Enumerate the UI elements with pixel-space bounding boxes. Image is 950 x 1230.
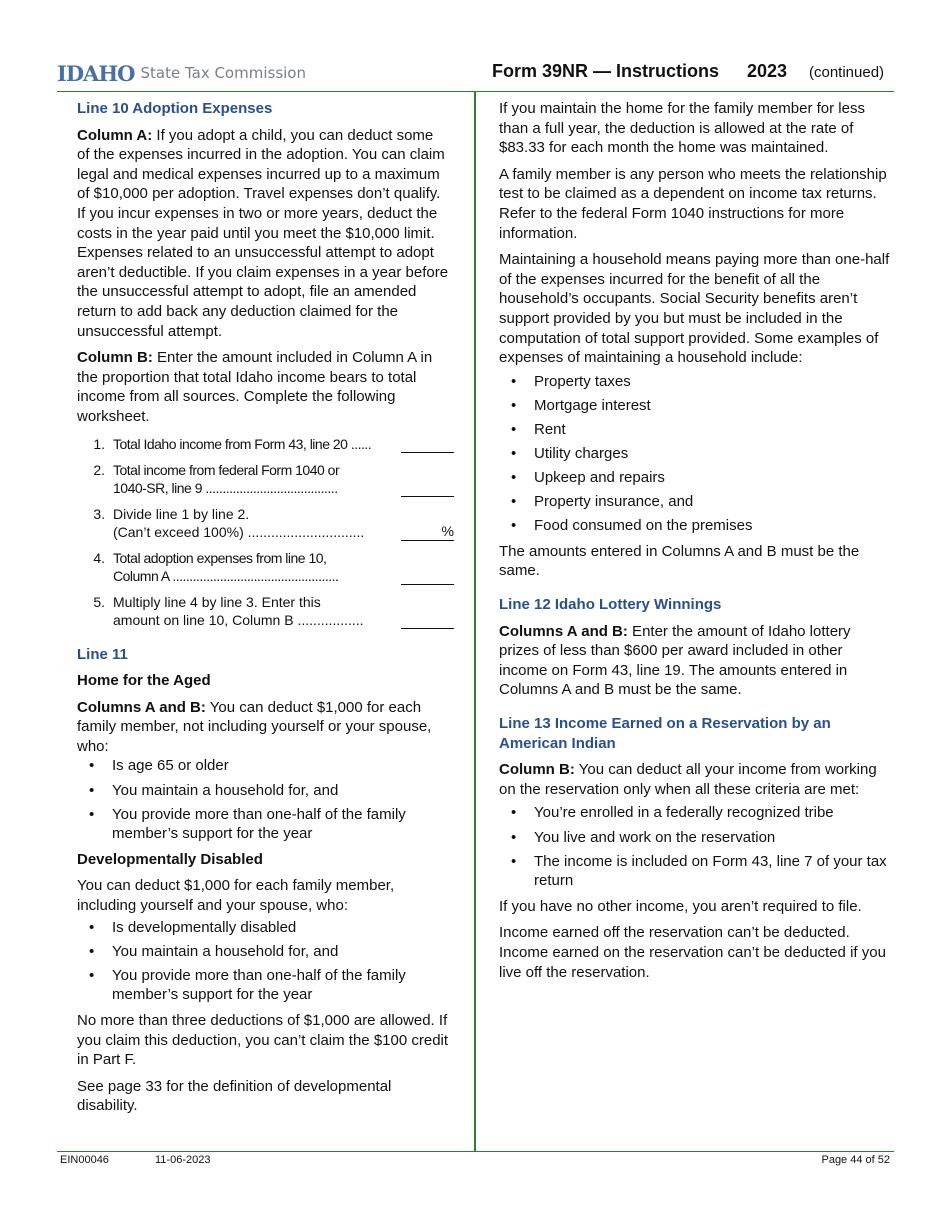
right-column — [499, 99, 891, 989]
columns-ab-label: Columns A and B: — [499, 622, 628, 640]
left-column — [77, 99, 454, 1123]
column-divider — [474, 92, 476, 1151]
worksheet-label-line: Divide line 1 by line 2. — [113, 505, 250, 522]
aged-description: You can deduct $1,000 for each family member, not including yourself or your spouse, who: — [77, 698, 432, 755]
list-item: • You provide more than one-half of the family member’s support for the year — [77, 805, 449, 844]
worksheet-entry-line[interactable] — [401, 566, 454, 585]
line13-heading: Line 13 Income Earned on a Reservation by an American Indian — [499, 715, 831, 752]
list-item: • Property insurance, and — [499, 492, 891, 512]
line13-text — [499, 760, 891, 799]
worksheet-row-label — [113, 505, 395, 541]
list-item: • You live and work on the reservation — [499, 828, 891, 848]
columns-ab-label: Columns A and B: — [77, 698, 206, 716]
worksheet-row-number: 3. — [93, 505, 105, 522]
line10-column-b — [77, 348, 449, 426]
see-page-text: See page 33 for the definition of developmental disability. — [77, 1077, 392, 1115]
worksheet-row-label — [113, 593, 395, 629]
list-item: • Is age 65 or older — [77, 756, 449, 776]
footer-rule — [57, 1151, 894, 1152]
reservation-description: You can deduct all your income from working on the reservation only when all these criteria are met: — [499, 761, 877, 798]
form-title: Form 39NR — Instructions — [492, 61, 720, 81]
list-item: • Rent — [499, 420, 891, 440]
idaho-logo — [57, 62, 306, 84]
household-expenses-list — [499, 372, 891, 536]
page-header — [57, 60, 892, 88]
developmentally-disabled-text: You can deduct $1,000 for each family member, including yourself and your spouse, who: — [77, 877, 395, 915]
worksheet-row — [77, 435, 449, 453]
list-item: • Upkeep and repairs — [499, 468, 891, 488]
developmentally-disabled-heading: Developmentally Disabled — [77, 850, 263, 868]
no-other-income-text: If you have no other income, you aren’t required to file. — [499, 897, 862, 915]
list-item: • Mortgage interest — [499, 396, 891, 416]
list-item: • You’re enrolled in a federally recognized tribe — [499, 803, 891, 823]
list-item: • Food consumed on the premises — [499, 516, 891, 536]
list-item: • You maintain a household for, and — [77, 942, 449, 962]
continued-label: (continued) — [809, 64, 885, 81]
list-item: • Property taxes — [499, 372, 891, 392]
percent-sign: % — [441, 522, 454, 539]
aged-criteria-list — [77, 756, 449, 843]
line10-column-a — [77, 126, 449, 342]
household-definition: Maintaining a household means paying more than one-half of the expenses incurred for the benefit of all the household’s occupants. Social Security benefits aren’t support provided by you but must be included in the computation of total support provided. Some examples of expenses of maintaining a household include: — [499, 251, 890, 367]
list-item: • You maintain a household for, and — [77, 781, 449, 801]
worksheet-label-line: Total adoption expenses from line 10, — [113, 549, 327, 566]
worksheet-label-line: amount on line 10, Column B ................. — [113, 611, 364, 628]
document-code: EIN00046 — [60, 1154, 109, 1166]
logo-text: State Tax Commission — [140, 64, 306, 82]
worksheet-row-number: 2. — [93, 461, 105, 478]
worksheet-row-number: 5. — [93, 593, 105, 610]
column-a-label: Column A: — [77, 126, 153, 144]
worksheet-label-line: Column A ................................................. — [113, 567, 339, 584]
line12-heading: Line 12 Idaho Lottery Winnings — [499, 596, 722, 614]
worksheet-label-line: 1040-SR, line 9 ....................................... — [113, 479, 338, 496]
partial-year-text: If you maintain the home for the family member for less than a full year, the deduction is allowed at the rate of $83.33 for each month the home was maintained. — [499, 100, 865, 157]
worksheet-label-line: Multiply line 4 by line 3. Enter this — [113, 593, 321, 610]
lottery-description: Enter the amount of Idaho lottery prizes of less than $600 per award included in other income on Form 43, line 19. The amounts entered in Columns A and B must be the same. — [499, 622, 851, 699]
list-item: • Utility charges — [499, 444, 891, 464]
column-b-label: Column B: — [499, 761, 575, 779]
page-number: Page 44 of 52 — [821, 1154, 890, 1166]
worksheet-row — [77, 505, 454, 541]
worksheet-row — [77, 461, 449, 497]
line10-heading: Line 10 Adoption Expenses — [77, 100, 273, 117]
adoption-worksheet — [77, 435, 454, 629]
document-date: 11-06-2023 — [155, 1154, 211, 1166]
column-b-label: Column B: — [77, 349, 153, 367]
worksheet-row-number: 1. — [93, 435, 105, 452]
worksheet-entry-line[interactable] — [401, 434, 454, 453]
list-item: • The income is included on Form 43, line 7 of your tax return — [499, 852, 891, 891]
home-for-aged-heading: Home for the Aged — [77, 672, 211, 690]
worksheet-label-line: (Can’t exceed 100%) .............................. — [113, 523, 365, 540]
logo-mark: IDAHO — [57, 60, 135, 86]
deduction-limit-text: No more than three deductions of $1,000 are allowed. If you claim this deduction, you can’t claim the $100 credit in Part F. — [77, 1012, 449, 1069]
worksheet-entry-line[interactable] — [401, 478, 454, 497]
form-year: 2023 — [747, 61, 788, 81]
worksheet-entry-line[interactable] — [401, 522, 454, 541]
worksheet-row-number: 4. — [93, 549, 105, 566]
worksheet-label-line: Total income from federal Form 1040 or — [113, 461, 340, 478]
line12-text — [499, 622, 891, 700]
columns-same-text: The amounts entered in Columns A and B must be the same. — [499, 542, 860, 580]
family-member-definition: A family member is any person who meets the relationship test to be claimed as a dependent on income tax returns. Refer to the federal Form 1040 instructions for more information. — [499, 165, 887, 242]
worksheet-row-label — [113, 461, 395, 497]
list-item: • You provide more than one-half of the family member’s support for the year — [77, 966, 449, 1005]
worksheet-row — [77, 549, 449, 585]
list-item: • Is developmentally disabled — [77, 918, 449, 938]
worksheet-label-line: Total Idaho income from Form 43, line 20 ...... — [113, 435, 372, 452]
worksheet-entry-line[interactable] — [401, 610, 454, 629]
worksheet-row — [77, 593, 449, 629]
column-a-text: If you adopt a child, you can deduct some of the expenses incurred in the adoption. You can claim legal and medical expenses incurred up to a maximum of $10,000 per adoption. Travel expenses don’t qualify. If you incur expenses in two or more years, deduct the costs in the year paid until you meet the $10,000 limit. Expenses related to an unsuccessful attempt to adopt aren’t deductible. If you claim expenses in a year before the unsuccessful attempt to adopt, file an amended return to add back any deduction claimed for the unsuccessful attempt. — [77, 126, 449, 340]
line11-heading: Line 11 — [77, 645, 128, 663]
off-reservation-text: Income earned off the reservation can’t be deducted. Income earned on the reservation can’t be deducted if you live off the reservation. — [499, 924, 886, 981]
dd-criteria-list — [77, 918, 449, 1005]
worksheet-row-label — [113, 435, 395, 453]
worksheet-row-label — [113, 549, 395, 585]
reservation-criteria-list — [499, 803, 891, 890]
home-for-aged-text — [77, 698, 449, 757]
column-b-text: Enter the amount included in Column A in the proportion that total Idaho income bears to total income from all sources. Complete the following worksheet. — [77, 349, 433, 425]
